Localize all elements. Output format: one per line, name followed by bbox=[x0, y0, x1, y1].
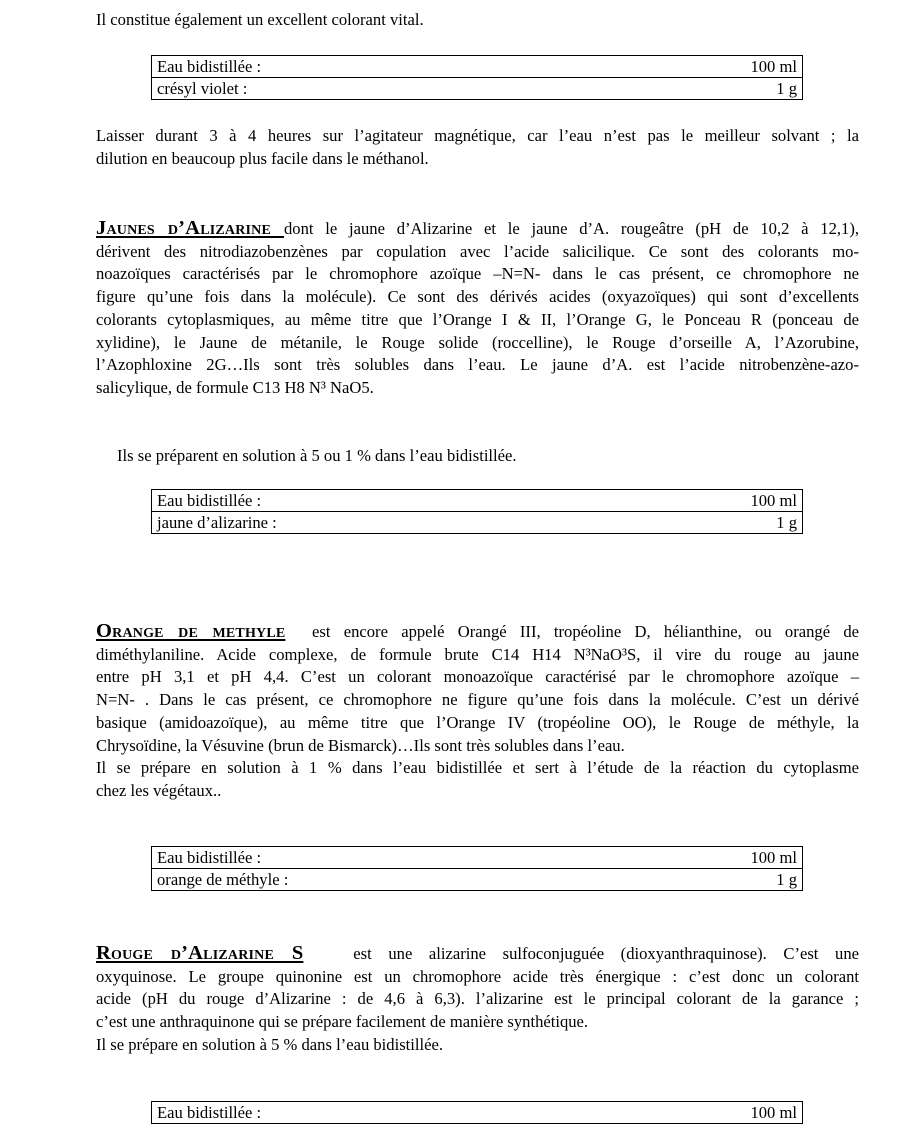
paragraph-line: diméthylaniline. Acide complexe, de formule brute C14 H14 N³NaO³S, il vire du rouge au jaune bbox=[96, 644, 859, 664]
ingredient-amount: 100 ml bbox=[586, 1102, 802, 1124]
paragraph-line: xylidine), le Jaune de métanile, le Rouge solide (roccelline), le Rouge d’orseille A, l’Azorubine, bbox=[96, 332, 859, 352]
section-heading: Rouge d’Alizarine S bbox=[96, 942, 304, 964]
ingredient-amount: 100 ml bbox=[616, 847, 803, 869]
paragraph-line: Il se prépare en solution à 1 % dans l’eau bidistillée et sert à l’étude de la réaction du cytoplasme bbox=[96, 758, 859, 778]
ingredient-name: Eau bidistillée : bbox=[152, 1102, 587, 1124]
paragraph-line: c’est une anthraquinone qui se prépare facilement de manière synthétique. bbox=[96, 1012, 589, 1032]
paragraph-line: entre pH 3,1 et pH 4,4. C’est un colorant monoazoïque caractérisé par le chromophore azoïque – bbox=[96, 667, 859, 687]
ingredient-name: orange de méthyle : bbox=[152, 869, 616, 891]
table-row bbox=[152, 847, 803, 869]
paragraph-line: chez les végétaux.. bbox=[96, 780, 222, 800]
ingredient-name: jaune d’alizarine : bbox=[152, 512, 605, 534]
ingredient-name: Eau bidistillée : bbox=[152, 847, 616, 869]
paragraph-line: dont le jaune d’Alizarine et le jaune d’A. rougeâtre (pH de 10,2 à 12,1), bbox=[283, 219, 859, 238]
paragraph-line: noazoïques caractérisés par le chromophore azoïque –N=N- dans le cas présent, ce chromophore ne bbox=[96, 264, 859, 284]
paragraph-line: N=N- . Dans le cas présent, ce chromophore ne figure qu’une fois dans la molécule. C’est un dérivé bbox=[96, 690, 859, 710]
recipe-table-orange bbox=[151, 846, 803, 891]
paragraph-line: Laisser durant 3 à 4 heures sur l’agitateur magnétique, car l’eau n’est pas le meilleur solvant ; la bbox=[96, 126, 859, 145]
paragraph-line: Chrysoïdine, la Vésuvine (brun de Bismarck)…Ils sont très solubles dans l’eau. bbox=[96, 735, 625, 755]
table-row bbox=[152, 490, 803, 512]
paragraph-agitation bbox=[96, 125, 859, 170]
table-row bbox=[152, 512, 803, 534]
ingredient-amount: 1 g bbox=[616, 869, 803, 891]
recipe-table-jaune bbox=[151, 489, 803, 534]
ingredient-name: Eau bidistillée : bbox=[152, 56, 587, 78]
paragraph-line: dilution en beaucoup plus facile dans le méthanol. bbox=[96, 148, 429, 168]
paragraph-line: Il se prépare en solution à 5 % dans l’eau bidistillée. bbox=[96, 1034, 443, 1054]
section-rouge-alizarine bbox=[96, 942, 859, 1057]
ingredient-amount: 1 g bbox=[586, 78, 802, 100]
paragraph-line: oxyquinose. Le groupe quinonine est un chromophore acide très énergique : c’est donc un colorant bbox=[96, 966, 859, 986]
paragraph-line: basique (amidoazoïque), au même titre que l’Orange IV (tropéoline OO), le Rouge de méthyle, la bbox=[96, 712, 859, 732]
ingredient-amount: 100 ml bbox=[604, 490, 802, 512]
paragraph-line: salicylique, de formule C13 H8 N³ NaO5. bbox=[96, 377, 374, 397]
preparation-note: Ils se préparent en solution à 5 ou 1 % dans l’eau bidistillée. bbox=[117, 446, 517, 465]
section-heading: Jaunes d’Alizarine bbox=[96, 217, 284, 239]
table-row bbox=[152, 78, 803, 100]
paragraph-line: l’Azophloxine 2G…Ils sont très solubles dans l’eau. Le jaune d’A. est l’acide nitrobenzène-azo- bbox=[96, 355, 859, 375]
ingredient-name: crésyl violet : bbox=[152, 78, 587, 100]
ingredient-amount: 1 g bbox=[604, 512, 802, 534]
paragraph-line: acide (pH du rouge d’Alizarine : de 4,6 à 6,3). l’alizarine est le principal colorant de la garance ; bbox=[96, 989, 859, 1009]
table-row bbox=[152, 869, 803, 891]
recipe-table-rouge bbox=[151, 1101, 803, 1124]
section-jaunes-alizarine bbox=[96, 217, 859, 400]
recipe-table-cresyl bbox=[151, 55, 803, 100]
paragraph-line: figure qu’une fois dans la molécule). Ce sont des dérivés acides (oxyazoïques) qui sont d’excellents bbox=[96, 287, 859, 307]
intro-text: Il constitue également un excellent colorant vital. bbox=[96, 10, 424, 29]
table-row bbox=[152, 1102, 803, 1124]
paragraph-line: colorants cytoplasmiques, au même titre que l’Orange I & II, l’Orange G, le Ponceau R (ponceau de bbox=[96, 309, 859, 329]
paragraph-line: est une alizarine sulfoconjuguée (dioxyanthraquinose). C’est une bbox=[353, 944, 859, 963]
ingredient-amount: 100 ml bbox=[586, 56, 802, 78]
table-row bbox=[152, 56, 803, 78]
paragraph-line: dérivent des nitrodiazobenzènes par copulation avec l’acide salicilique. Ce sont des colorants mo- bbox=[96, 241, 859, 261]
paragraph-line: est encore appelé Orangé III, tropéoline D, hélianthine, ou orangé de bbox=[312, 622, 859, 641]
section-heading: Orange de methyle bbox=[96, 620, 286, 642]
section-orange-methyle bbox=[96, 620, 859, 803]
ingredient-name: Eau bidistillée : bbox=[152, 490, 605, 512]
